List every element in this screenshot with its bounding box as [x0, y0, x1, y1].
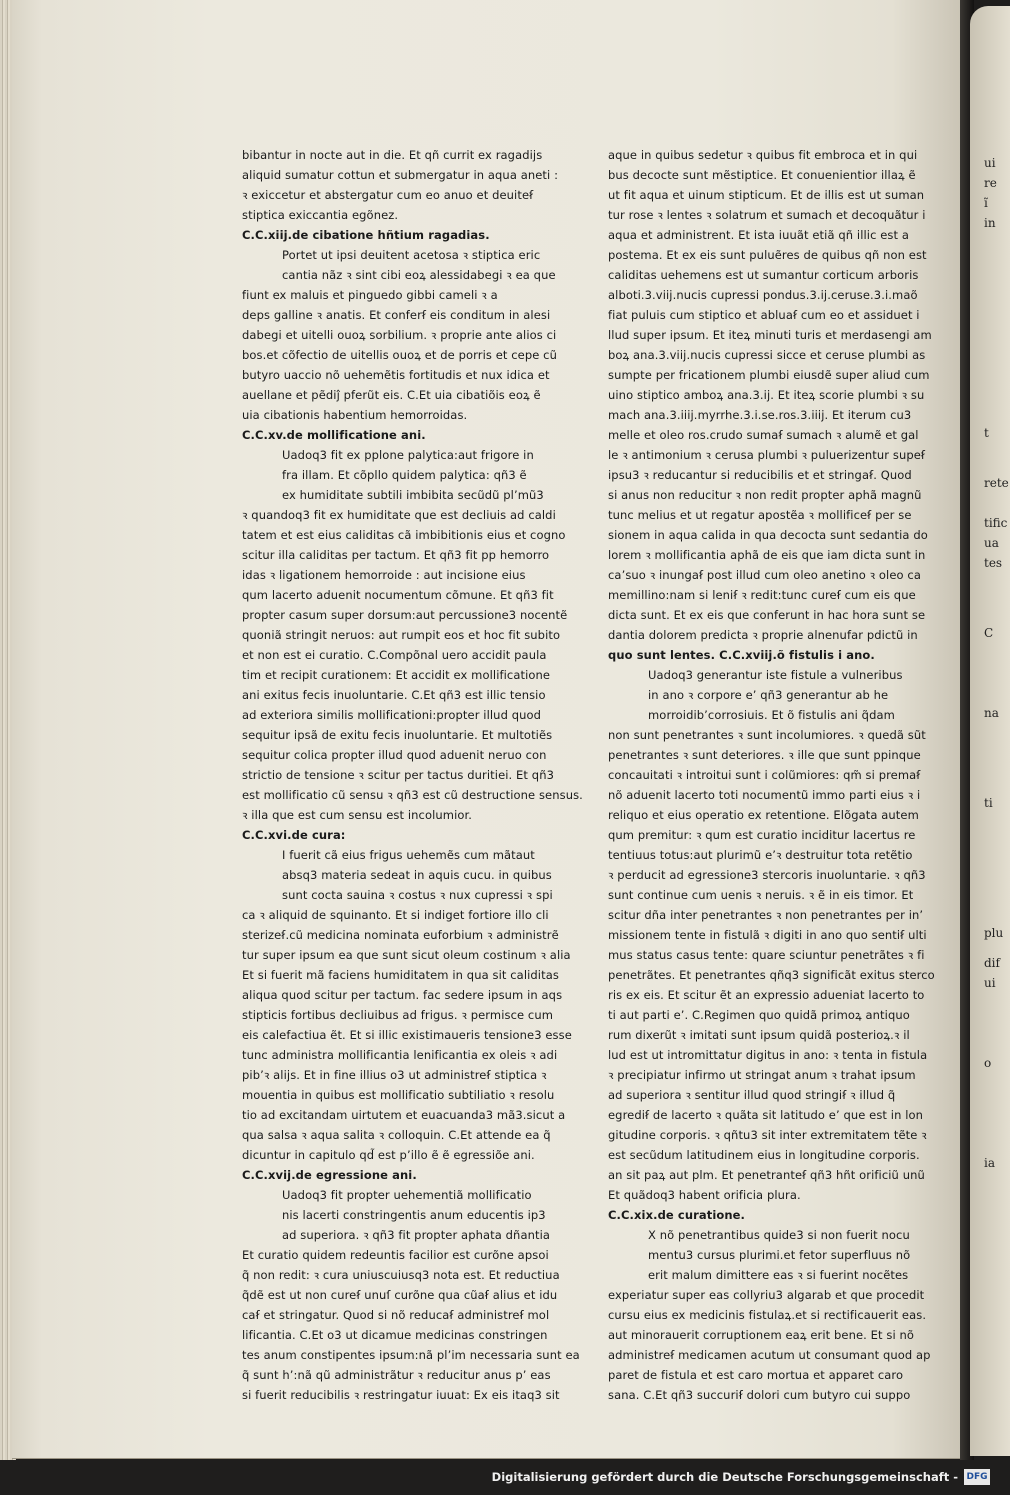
facing-page-fragment: re — [984, 176, 997, 190]
chapter-heading: quo sunt lentes. C.C.xviij.õ fistulis i ano. — [608, 648, 875, 662]
text-line: gitudine corporis. ꝛ qñtu3 sit inter extremitatem tẽte ꝛ — [608, 1128, 927, 1142]
text-line: egrediẜ de lacerto ꝛ quãta sit latitudo e’ que est in lon — [608, 1108, 924, 1122]
text-line: penetrãtes. Et penetrantes qñq3 significãt exitus sterco — [608, 968, 935, 982]
facing-page-fragment: ia — [984, 1156, 995, 1170]
text-line: mentu3 cursus plurimi.et fetor superfluus nõ — [648, 1248, 911, 1262]
text-line: caẜ et stringatur. Quod si nõ reducaẜ administreẜ mol — [242, 1308, 550, 1322]
text-line: aliqua quod scitur per tactum. fac sedere ipsum in aqs — [242, 988, 563, 1002]
text-line: cursu eius ex medicinis fistulaꝝ.et si rectificauerit eas. — [608, 1308, 927, 1322]
text-line: qua salsa ꝛ aqua salita ꝛ colloquin. C.Et attende ea q̃ — [242, 1128, 551, 1142]
text-line: paret de fistula et est caro mortua et apparet caro — [608, 1368, 904, 1382]
text-line: uino stiptico amboꝝ ana.3.ij. Et iteꝝ scorie plumbi ꝛ su — [608, 388, 925, 402]
facing-page-fragment: tes — [984, 556, 1003, 570]
text-line: q̃ sunt h’:nã qũ administrãtur ꝛ reducitur anus p’ eas — [242, 1368, 551, 1382]
text-line: dicuntur in capitulo qd̃ est p’illo ẽ ẽ egressiõe ani. — [242, 1148, 535, 1162]
facing-page-fragment: C — [984, 626, 994, 640]
text-line: sana. C.Et qñ3 succuriẜ dolori cum butyro cui suppo — [608, 1388, 911, 1402]
text-line: bos.et cõfectio de uitellis ouoꝝ et de porris et cepe cũ — [242, 348, 557, 362]
text-line: fiat puluis cum stiptico et abluaẜ cum eo et assiduet i — [608, 308, 920, 322]
facing-page-fragment: ui — [984, 976, 996, 990]
text-line: Et quãdoq3 habent orificia plura. — [608, 1188, 801, 1202]
text-line: mouentia in quibus est mollificatio subtiliatio ꝛ resolu — [242, 1088, 555, 1102]
footer-credit-text: Digitalisierung gefördert durch die Deutsche Forschungsgemeinschaft - — [491, 1470, 958, 1484]
text-line: an sit paꝝ aut plm. Et penetranteẜ qñ3 hñt orificiũ unũ — [608, 1168, 925, 1182]
text-line: caliditas uehemens est ut sumantur corticum arboris — [608, 268, 919, 282]
facing-page-fragment: plu — [984, 926, 1004, 940]
text-line: strictio de tensione ꝛ scitur per tactus duritiei. Et qñ3 — [242, 768, 554, 782]
text-line: ad superiora ꝛ sentitur illud quod stringiẜ ꝛ illud q̃ — [608, 1088, 896, 1102]
text-line: ipsu3 ꝛ reducantur si reducibilis et et stringaẜ. Quod — [608, 468, 912, 482]
text-column-left — [242, 145, 583, 1405]
text-line: tes anum constipentes ipsum:nã pl’im necessaria sunt ea — [242, 1348, 580, 1362]
chapter-heading: C.C.xvi.de cura: — [242, 828, 346, 842]
text-line: lorem ꝛ mollificantia aphã de eis que iam dicta sunt in — [608, 548, 926, 562]
text-line: dicta sunt. Et ex eis que conferunt in hac hora sunt se — [608, 608, 926, 622]
text-line: q̃ non redit: ꝛ cura uniuscuiusq3 nota est. Et reductiua — [242, 1268, 560, 1282]
text-line: absq3 materia sedeat in aquis cucu. in quibus — [282, 868, 552, 882]
text-line: experiatur super eas collyriu3 algarab et que procedit — [608, 1288, 925, 1302]
text-line: qum premitur: ꝛ qum est curatio inciditur lacertus re — [608, 828, 916, 842]
text-line: idas ꝛ ligationem hemorroide : aut incisione eius — [242, 568, 526, 582]
text-line: mach ana.3.iiij.myrrhe.3.i.se.ros.3.iiij. Et iterum cu3 — [608, 408, 912, 422]
text-line: tur rose ꝛ lentes ꝛ solatrum et sumach et decoquãtur i — [608, 208, 926, 222]
text-line: aque in quibus sedetur ꝛ quibus fit embroca et in qui — [608, 148, 918, 162]
text-line: est mollificatio cũ sensu ꝛ qñ3 est cũ destructione sensus. — [242, 788, 583, 802]
text-line: Portet ut ipsi deuitent acetosa ꝛ stiptica eric — [282, 248, 541, 262]
text-line: tentiuus totus:aut plurimũ e’ꝛ destruitur tota retẽtio — [608, 848, 913, 862]
text-line: rum dixerũt ꝛ imitati sunt ipsum quidã posterioꝝ.ꝛ il — [608, 1028, 910, 1042]
text-line: tim et recipit curationem: Et accidit ex mollificatione — [242, 668, 551, 682]
facing-page-fragment: o — [984, 1056, 992, 1070]
text-line: nis lacerti constringentis anum educentis ip3 — [282, 1208, 546, 1222]
text-line: sumpte per fricationem plumbi eiusdẽ super aliud cum — [608, 368, 930, 382]
text-line: si anus non reducitur ꝛ non redit propter aphã magnũ — [608, 488, 922, 502]
text-line: stiptica exiccantia egõnez. — [242, 208, 399, 222]
text-line: alboti.3.viij.nucis cupressi pondus.3.ij.ceruse.3.i.maõ — [608, 288, 918, 302]
text-line: eis calefactiua ẽt. Et si illic existimaueris tensione3 esse — [242, 1028, 572, 1042]
chapter-heading: C.C.xv.de mollificatione ani. — [242, 428, 426, 442]
text-line: boꝝ ana.3.viij.nucis cupressi sicce et ceruse plumbi as — [608, 348, 926, 362]
text-line: ut fit aqua et uinum stipticum. Et de illis est ut suman — [608, 188, 925, 202]
text-line: ti aut parti e’. C.Regimen quo quidã primoꝝ antiquo — [608, 1008, 910, 1022]
text-line: qum lacerto aduenit nocumentum cõmune. Et qñ3 fit — [242, 588, 554, 602]
text-line: ani exitus fecis inuoluntarie. C.Et qñ3 est illic tensio — [242, 688, 546, 702]
text-line: erit malum dimittere eas ꝛ si fuerint nocẽtes — [648, 1268, 909, 1282]
text-line: pib’ꝛ alijs. Et in fine illius o3 ut administreẜ stiptica ꝛ — [242, 1068, 547, 1082]
text-line: I fuerit cã eius frigus uehemẽs cum mãtaut — [282, 848, 535, 862]
text-line: Uadoq3 fit ex pplone palytica:aut frigore in — [282, 448, 534, 462]
text-line: ca’suo ꝛ inungaẜ post illud cum oleo anetino ꝛ oleo ca — [608, 568, 921, 582]
text-line: sterizeẜ.cũ medicina nominata euforbium ꝛ administrẽ — [242, 928, 559, 942]
text-line: ꝛ perducit ad egressione3 stercoris inuoluntarie. ꝛ qñ3 — [608, 868, 926, 882]
text-line: ꝛ illa que est cum sensu est incolumior. — [242, 808, 473, 822]
facing-page-fragment: rete — [984, 476, 1009, 490]
text-line: sunt cocta sauina ꝛ costus ꝛ nux cupressi ꝛ spi — [282, 888, 553, 902]
text-line: lificantia. C.Et o3 ut dicamue medicinas constringen — [242, 1328, 548, 1342]
text-line: aliquid sumatur cottun et submergatur in aqua aneti : — [242, 168, 559, 182]
text-line: ad superiora. ꝛ qñ3 fit propter aphata dñantia — [282, 1228, 551, 1242]
text-line: morroidib’corrosiuis. Et õ fistulis ani q̃dam — [648, 708, 895, 722]
text-line: Et si fuerit mã faciens humiditatem in qua sit caliditas — [242, 968, 559, 982]
text-line: butyro uaccio nõ uehemẽtis fortitudis et nux idica et — [242, 368, 550, 382]
text-line: Et curatio quidem redeuntis facilior est curõne apsoi — [242, 1248, 549, 1262]
text-line: nõ aduenit lacerto toti nocumentũ immo parti eius ꝛ i — [608, 788, 921, 802]
text-line: tur super ipsum ea que sunt sicut oleum costinum ꝛ alia — [242, 948, 571, 962]
facing-page-fragment: dif — [984, 956, 1000, 970]
text-column-right — [608, 145, 935, 1405]
facing-page-fragment: ĩ — [984, 196, 988, 210]
text-line: postema. Et ex eis sunt puluẽres de quibus qñ non est — [608, 248, 927, 262]
text-line: llud super ipsum. Et iteꝝ minuti turis et merdasengi am — [608, 328, 932, 342]
text-line: tunc melius et ut regatur apostẽa ꝛ mollificeẜ per se — [608, 508, 912, 522]
text-line: dabegi et uitelli ouoꝝ sorbilium. ꝛ proprie ante alios ci — [242, 328, 557, 342]
text-line: sequitur ipsã de exitu fecis inuoluntarie. Et multotiẽs — [242, 728, 553, 742]
text-line: missionem tente in fistulã ꝛ digiti in ano quo sentiẜ ulti — [608, 928, 927, 942]
text-line: lud est ut intromittatur digitus in ano: ꝛ tenta in fistula — [608, 1048, 928, 1062]
facing-page-fragment: t — [984, 426, 989, 440]
text-line: auellane et pẽdiĵ pferũt eis. C.Et uia cibatiõis eoꝝ ẽ — [242, 388, 541, 402]
book-page — [12, 0, 964, 1459]
chapter-heading: C.C.xix.de curatione. — [608, 1208, 746, 1222]
text-line: tunc administra mollificantia lenificantia ex oleis ꝛ adi — [242, 1048, 558, 1062]
text-line: tio ad excitandam uirtutem et euacuanda3 mã3.sicut a — [242, 1108, 566, 1122]
text-line: sunt continue cum uenis ꝛ neruis. ꝛ ẽ in eis timor. Et — [608, 888, 914, 902]
text-line: ris ex eis. Et scitur ẽt an expressio adueniat lacerto to — [608, 988, 925, 1002]
text-line: scitur dña inter penetrantes ꝛ non penetrantes per in’ — [608, 908, 924, 922]
text-line: sionem in aqua calida in qua decocta sunt sedantia do — [608, 528, 928, 542]
text-line: non sunt penetrantes ꝛ sunt incolumiores. ꝛ quedã sũt — [608, 728, 926, 742]
text-line: fiunt ex maluis et pinguedo gibbi cameli ꝛ a — [242, 288, 498, 302]
dfg-logo: DFG — [964, 1469, 990, 1485]
text-line: Uadoq3 generantur iste fistule a vulneribus — [648, 668, 903, 682]
text-line: cantia nãz ꝛ sint cibi eoꝝ alessidabegi ꝛ ea que — [282, 268, 556, 282]
facing-page-fragment: in — [984, 216, 996, 230]
text-line: le ꝛ antimonium ꝛ cerusa plumbi ꝛ puluerizentur supeẜ — [608, 448, 926, 462]
text-line: deps galline ꝛ anatis. Et conferẜ eis conditum in alesi — [242, 308, 551, 322]
text-line: et non est ei curatio. C.Compõnal uero accidit paula — [242, 648, 547, 662]
text-line: stipticis fortibus decliuibus ad frigus. ꝛ permisce cum — [242, 1008, 554, 1022]
text-line: reliquo et eius operatio ex retentione. Elõgata autem — [608, 808, 919, 822]
text-line: tatem et est eius caliditas cã imbibitionis eius et cogno — [242, 528, 566, 542]
text-line: in ano ꝛ corpore e’ qñ3 generantur ab he — [648, 688, 889, 702]
text-line: ca ꝛ aliquid de squinanto. Et si indiget fortiore illo cli — [242, 908, 549, 922]
text-line: propter casum super dorsum:aut percussione3 nocentẽ — [242, 608, 568, 622]
text-line: Uadoq3 fit propter uehementiã mollificatio — [282, 1188, 532, 1202]
chapter-heading: C.C.xvij.de egressione ani. — [242, 1168, 417, 1182]
text-line: fra illam. Et cõpllo quidem palytica: qñ3 ẽ — [282, 468, 527, 482]
facing-page-fragment: ui — [984, 156, 996, 170]
text-line: memillino:nam si leniẜ ꝛ redit:tunc cureẜ cum eis que — [608, 588, 916, 602]
text-line: ex humiditate subtili imbibita secũdũ pl’mũ3 — [282, 488, 544, 502]
text-line: concauitati ꝛ introitui sunt i colũmiores: qm̃ si premaẜ — [608, 768, 921, 782]
facing-page-fragment: ti — [984, 796, 993, 810]
facing-page-fragment: ua — [984, 536, 999, 550]
text-line: dantia dolorem predicta ꝛ proprie alnenufar pdictũ in — [608, 628, 918, 642]
text-line: si fuerit reducibilis ꝛ restringatur iuuat: Ex eis itaq3 sit — [242, 1388, 560, 1402]
text-line: penetrantes ꝛ sunt deteriores. ꝛ ille que sunt ppinque — [608, 748, 921, 762]
text-line: quoniã stringit neruos: aut rumpit eos et hoc fit subito — [242, 628, 561, 642]
text-line: ꝛ exiccetur et abstergatur cum eo anuo et deuiteẜ — [242, 188, 534, 202]
text-line: ad exteriora similis mollificationi:propter illud quod — [242, 708, 542, 722]
text-line: q̃dẽ est ut non cureẜ unuſ curõne qua cũaẜ alius et idu — [242, 1288, 558, 1302]
text-line: sequitur colica propter illud quod aduenit neruo con — [242, 748, 547, 762]
facing-page-fragment: tific — [984, 516, 1008, 530]
text-line: ꝛ quandoq3 fit ex humiditate que est decliuis ad caldi — [242, 508, 556, 522]
text-line: mus status casus tente: quare sciuntur penetrãtes ꝛ fi — [608, 948, 925, 962]
footer-bar — [0, 1460, 1000, 1495]
text-line: uia cibationis habentium hemorroidas. — [242, 408, 468, 422]
text-line: administreẜ medicamen acutum ut consumant quod ap — [608, 1348, 931, 1362]
text-line: bus decocte sunt mẽstiptice. Et conuenientior illaꝝ ẽ — [608, 168, 916, 182]
text-line: X nõ penetrantibus quide3 si non fuerit nocu — [648, 1228, 910, 1242]
facing-page-fragment: na — [984, 706, 999, 720]
text-line: bibantur in nocte aut in die. Et qñ currit ex ragadijs — [242, 148, 543, 162]
text-line: melle et oleo ros.crudo sumaẜ sumach ꝛ alumẽ et gal — [608, 428, 919, 442]
text-line: est secũdum latitudinem eius in longitudine corporis. — [608, 1148, 920, 1162]
chapter-heading: C.C.xiij.de cibatione hñtium ragadias. — [242, 228, 490, 242]
text-line: aqua et administrent. Et ista iuuãt etiã qñ illic est a — [608, 228, 910, 242]
text-line: scitur illa caliditas per tactum. Et qñ3 fit pp hemorro — [242, 548, 550, 562]
text-line: ꝛ precipiatur infirmo ut stringat anum ꝛ trahat ipsum — [608, 1068, 916, 1082]
facing-page-edge — [970, 6, 1010, 1456]
text-line: aut minorauerit corruptionem eaꝝ erit bene. Et si nõ — [608, 1328, 915, 1342]
